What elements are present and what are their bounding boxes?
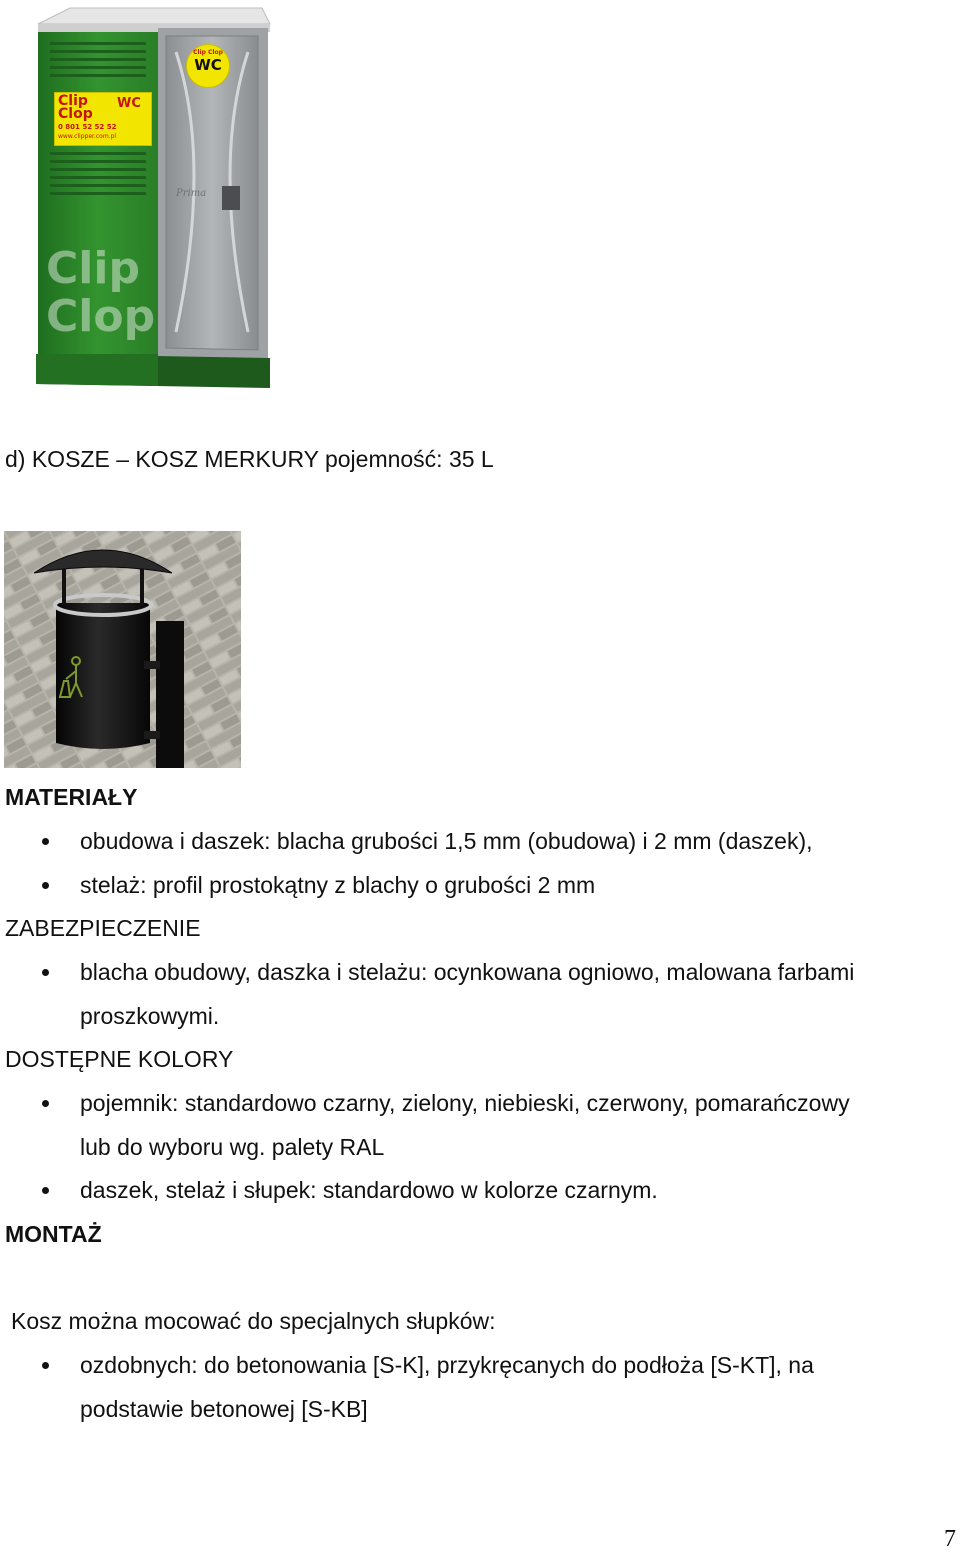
bullet-icon <box>42 1362 49 1369</box>
door-wc-badge-label: WC <box>194 56 222 74</box>
brand-sticker-url: www.clipper.com.pl <box>58 133 117 140</box>
colors-item-container-line2: lub do wyboru wg. palety RAL <box>80 1134 385 1160</box>
colors-item-container-line1: pojemnik: standardowo czarny, zielony, niebieski, czerwony, pomarańczowy <box>80 1090 850 1116</box>
colors-item-roof-frame: daszek, stelaż i słupek: standardowo w kolorze czarnym. <box>80 1177 658 1203</box>
colors-heading: DOSTĘPNE KOLORY <box>5 1046 234 1072</box>
waste-bin-image <box>4 531 241 768</box>
page-number: 7 <box>944 1526 956 1552</box>
materials-item-frame: stelaż: profil prostokątny z blachy o grubości 2 mm <box>80 872 596 898</box>
brand-sticker-wc: WC <box>117 96 141 111</box>
mounting-heading: MONTAŻ <box>5 1221 102 1247</box>
bullet-icon <box>42 838 49 845</box>
watermark-line2: Clop <box>46 291 156 342</box>
brand-sticker-line2: Clop <box>58 106 93 122</box>
bullet-icon <box>42 1100 49 1107</box>
bullet-icon <box>42 1187 49 1194</box>
door-wc-badge <box>186 44 230 88</box>
materials-item-housing: obudowa i daszek: blacha grubości 1,5 mm (obudowa) i 2 mm (daszek), <box>80 828 813 854</box>
door-wc-badge-brand: Clip Clop <box>193 49 223 56</box>
protection-item-line1: blacha obudowy, daszka i stelażu: ocynkowana ogniowo, malowana farbami <box>80 959 855 985</box>
brand-sticker <box>54 92 152 146</box>
protection-item-line2: proszkowymi. <box>80 1003 220 1029</box>
section-title: d) KOSZE – KOSZ MERKURY pojemność: 35 L <box>5 446 494 472</box>
materials-heading: MATERIAŁY <box>5 784 138 810</box>
door-emboss-text: Prima <box>176 188 207 199</box>
brand-sticker-line1: Clip <box>58 93 88 109</box>
mounting-intro: Kosz można mocować do specjalnych słupków: <box>11 1308 496 1334</box>
bullet-icon <box>42 969 49 976</box>
mounting-item-line2: podstawie betonowej [S-KB] <box>80 1396 368 1422</box>
waste-bin-illustration <box>4 531 241 768</box>
mounting-item-line1: ozdobnych: do betonowania [S-K], przykręcanych do podłoża [S-KT], na <box>80 1352 814 1378</box>
portable-toilet-image <box>26 2 276 388</box>
brand-sticker-phone: 0 801 52 52 52 <box>58 123 117 131</box>
protection-heading: ZABEZPIECZENIE <box>5 915 201 941</box>
bullet-icon <box>42 882 49 889</box>
watermark-line1: Clip <box>46 243 140 294</box>
